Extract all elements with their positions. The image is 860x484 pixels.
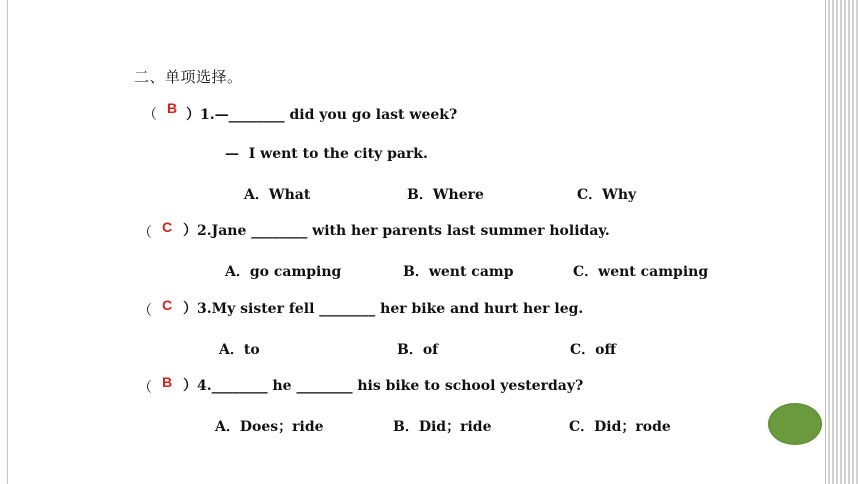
question-2-stem: ）2.Jane ________ with her parents last summer holiday.	[183, 223, 610, 239]
question-3-open-paren: （	[138, 303, 152, 319]
question-1-option-b: B．Where	[407, 187, 484, 203]
question-2-open-paren: （	[138, 225, 152, 241]
question-4-open-paren: （	[138, 380, 152, 396]
question-3-option-c: C．off	[570, 342, 616, 358]
question-2-option-c: C．went camping	[573, 264, 709, 280]
section-heading: 二、单项选择。	[134, 68, 243, 86]
question-3-option-a: A．to	[219, 342, 260, 358]
question-4-stem: ）4.________ he ________ his bike to school yesterday?	[183, 378, 584, 394]
decorative-stripes	[826, 0, 860, 484]
next-slide-button[interactable]	[768, 403, 822, 445]
question-2-answer: C	[162, 219, 173, 235]
question-1-open-paren: （	[143, 107, 157, 123]
question-3-option-b: B．of	[397, 342, 439, 358]
question-1-stem: ）1.—________ did you go last week?	[186, 107, 458, 123]
question-1-option-c: C．Why	[577, 187, 637, 203]
question-1-answer: B	[167, 100, 178, 116]
question-4-option-c: C．Did；rode	[569, 419, 671, 435]
question-3-stem: ）3.My sister fell ________ her bike and hurt her leg.	[183, 301, 584, 317]
question-3-answer: C	[162, 297, 173, 313]
question-1-response: — I went to the city park.	[225, 146, 428, 162]
slide-left-border	[7, 0, 8, 484]
question-4-option-a: A．Does；ride	[215, 419, 324, 435]
question-4-answer: B	[162, 374, 173, 390]
question-1-option-a: A．What	[244, 187, 311, 203]
question-2-option-a: A．go camping	[225, 264, 342, 280]
question-2-option-b: B．went camp	[403, 264, 514, 280]
question-4-option-b: B．Did；ride	[393, 419, 492, 435]
